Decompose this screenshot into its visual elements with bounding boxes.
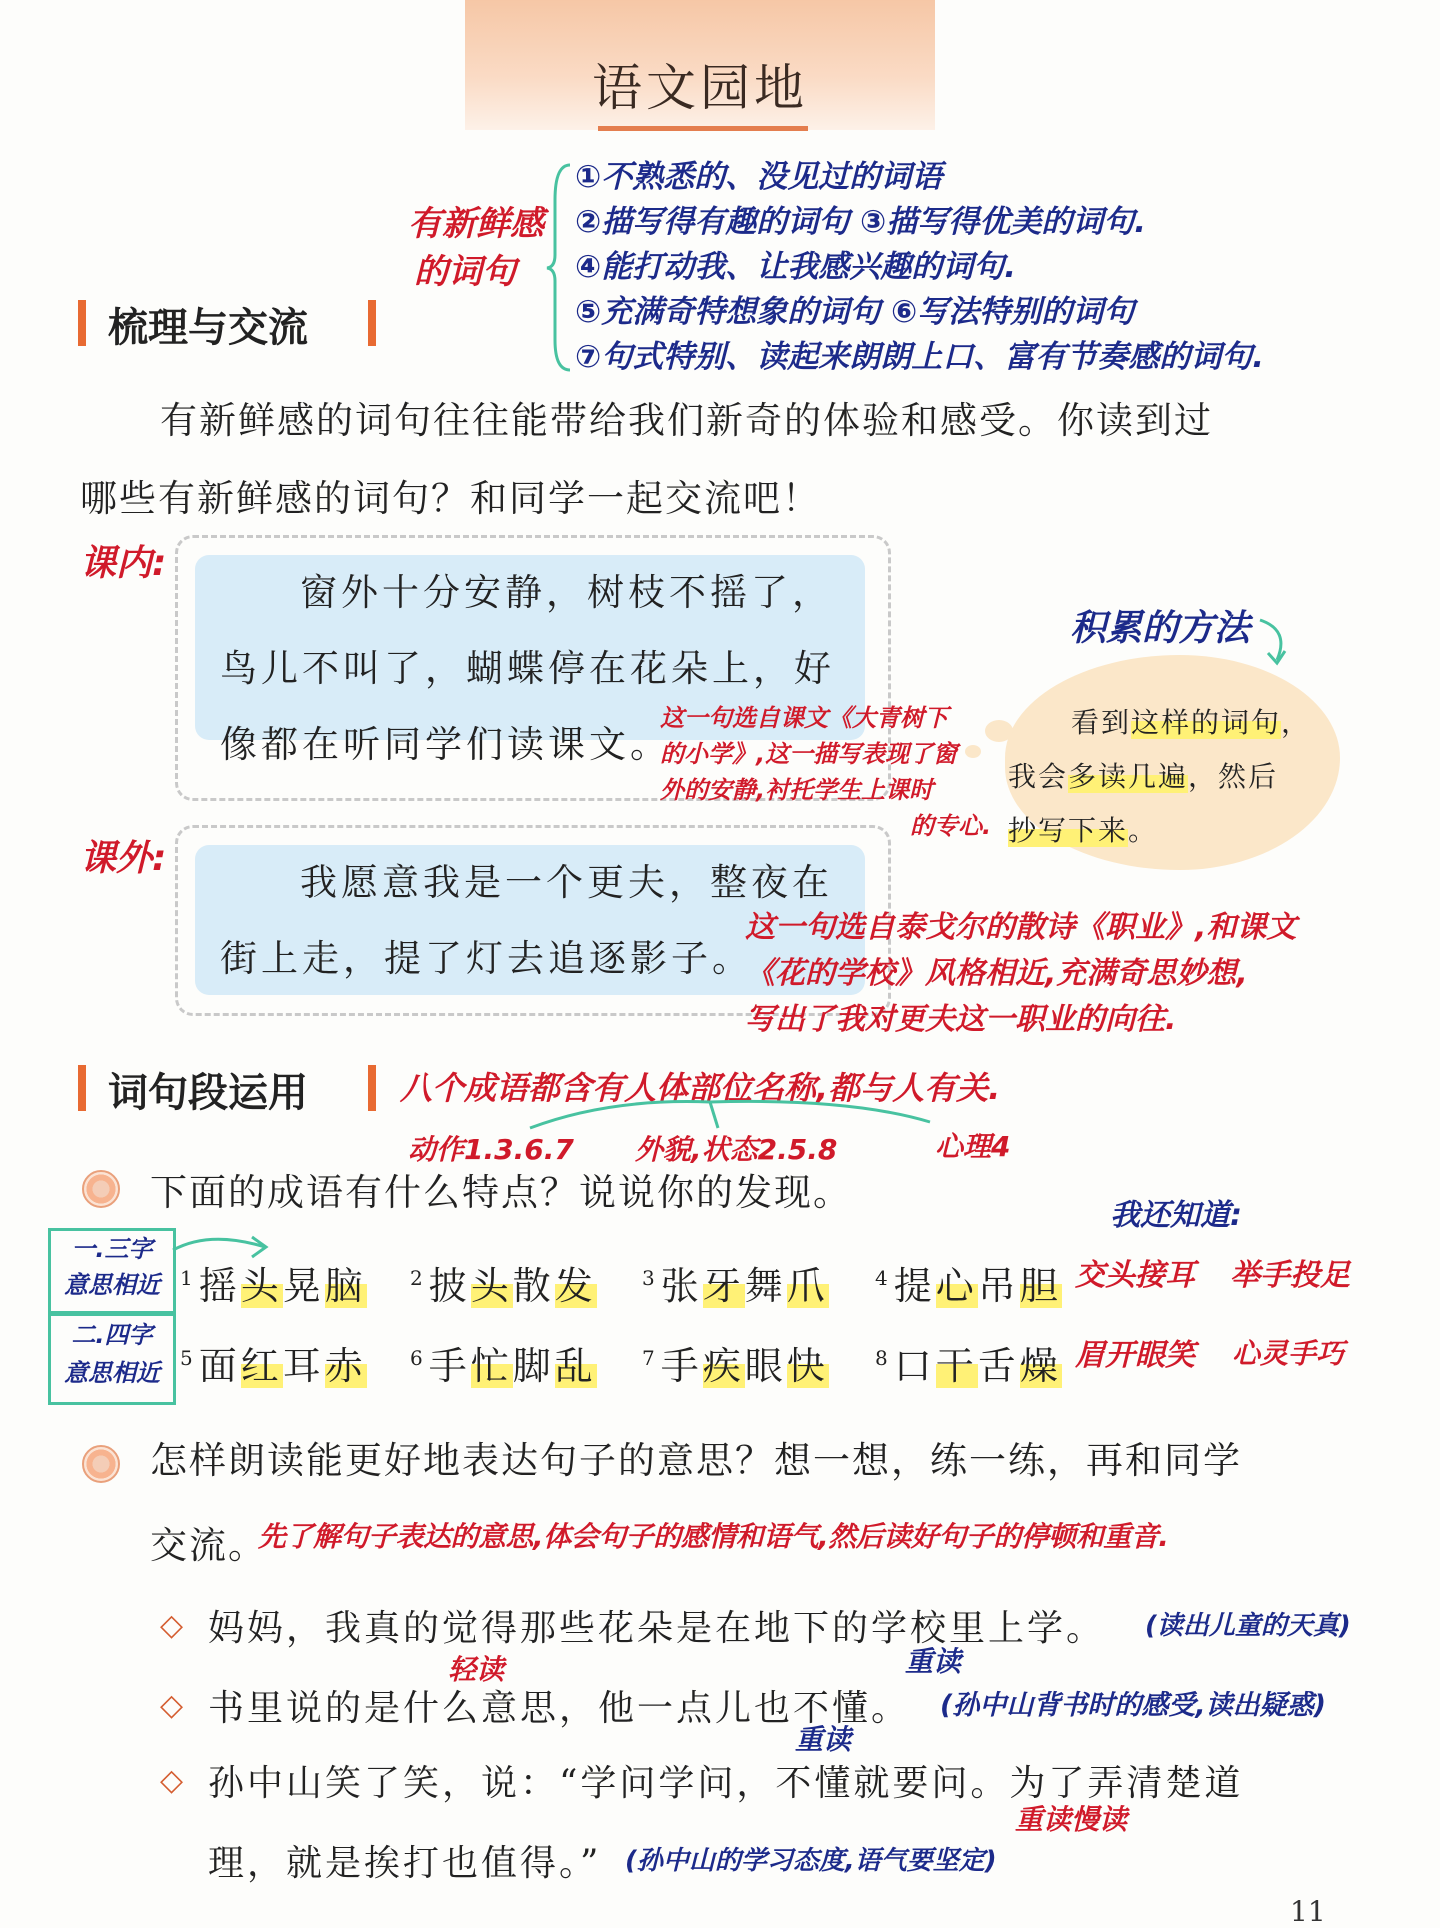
- section-bar: [78, 300, 86, 346]
- mark-stress: 重读: [905, 1645, 962, 1678]
- extra-idiom: 眉开眼笑: [1075, 1338, 1195, 1373]
- bubble-highlight: 多读几遍: [1068, 760, 1189, 793]
- note-line: 这一句选自泰戈尔的散诗《职业》,和课文: [745, 910, 1297, 945]
- note-card-1: [660, 700, 991, 844]
- diamond-icon: ◇: [160, 1688, 184, 1723]
- mark-light: 轻读: [448, 1653, 505, 1686]
- page-number: 11: [1290, 1895, 1326, 1928]
- card-1-line: 窗外十分安静，树枝不摇了，: [300, 571, 833, 614]
- idiom: $^3$张牙舞爪: [642, 1264, 829, 1308]
- question-2-line-2: 交流。: [150, 1524, 267, 1567]
- note-line: 外的安静,衬托学生上课时: [660, 776, 934, 804]
- section-title-1: 梳理与交流: [108, 305, 308, 351]
- side-label-1: [48, 1228, 176, 1314]
- idiom: $^7$手疾眼快: [642, 1344, 829, 1388]
- question-2-line-1: 怎样朗读能更好地表达句子的意思？想一想，练一练，再和同学: [150, 1439, 1242, 1482]
- extra-idiom: 心灵手巧: [1232, 1337, 1345, 1370]
- side-label-line: 一.三字: [71, 1235, 153, 1263]
- category-action: 动作1.3.6.7: [408, 1133, 574, 1166]
- bullet-icon: [82, 1170, 120, 1208]
- note-brace: [545, 160, 575, 375]
- note-item: ⑤充满奇特想象的词句 ⑥写法特别的词句: [575, 294, 1135, 330]
- sentence-1-note: (读出儿童的天真): [1145, 1611, 1351, 1641]
- idiom: $^5$面红耳赤: [180, 1344, 367, 1388]
- method-title: 积累的方法: [1070, 608, 1251, 649]
- sentence-4: 理，就是挨打也值得。”: [208, 1843, 602, 1884]
- side-label-line: 意思相近: [64, 1271, 160, 1299]
- card-1-line: 鸟儿不叫了，蝴蝶停在花朵上，好: [220, 647, 835, 690]
- bubble-highlight: 这样的词句: [1131, 706, 1282, 739]
- note-line: 的小学》,这一描写表现了窗: [660, 740, 958, 768]
- card-2-line: 街上走，提了灯去追逐影子。: [220, 937, 753, 980]
- question-1: 下面的成语有什么特点？说说你的发现。: [150, 1171, 852, 1214]
- side-label-line: 二.四字: [71, 1321, 153, 1349]
- card-1-line: 像都在听同学们读课文。: [220, 723, 671, 766]
- note-label-line: 有新鲜感: [408, 204, 544, 244]
- bubble-text: [1008, 696, 1338, 858]
- diamond-icon: ◇: [160, 1608, 184, 1643]
- note-item: ②描写得有趣的词句 ③描写得优美的词句.: [575, 204, 1147, 240]
- note-item: ⑦句式特别、读起来朗朗上口、富有节奏感的词句.: [575, 339, 1265, 375]
- also-know-label: 我还知道:: [1110, 1198, 1242, 1233]
- bubble-part: ，: [1281, 706, 1312, 739]
- sentence-1: 妈妈，我真的觉得那些花朵是在地下的学校里上学。: [208, 1608, 1106, 1649]
- section-title-2: 词句段运用: [108, 1070, 308, 1116]
- note-line: 《花的学校》风格相近,充满奇思妙想,: [745, 956, 1248, 991]
- note-item: ①不熟悉的、没见过的词语: [575, 159, 943, 195]
- diamond-icon: ◇: [160, 1763, 184, 1798]
- intro-line-1: 有新鲜感的词句往往能带给我们新奇的体验和感受。你读到过: [160, 399, 1213, 442]
- bubble-part: ，然后: [1188, 760, 1279, 793]
- note-line: 的专心.: [910, 812, 992, 840]
- side-label-2: [48, 1313, 176, 1405]
- sentence-2-note: (孙中山背书时的感受,读出疑惑): [940, 1690, 1326, 1721]
- sentence-3: 孙中山笑了笑，说：“学问学问，不懂就要问。为了弄清楚道: [208, 1763, 1244, 1804]
- note-header-2: 八个成语都含有人体部位名称,都与人有关.: [400, 1069, 1001, 1107]
- note-label-line: 的词句: [414, 252, 516, 292]
- note-card-2: [745, 905, 1296, 1043]
- category-appearance: 外貌,状态2.5.8: [635, 1133, 838, 1166]
- category-mind: 心理4: [935, 1130, 1011, 1163]
- extra-idiom: 交头接耳: [1075, 1258, 1195, 1293]
- bubble-part: 看到: [1071, 706, 1132, 739]
- idiom: $^6$手忙脚乱: [410, 1344, 597, 1388]
- title-underline: [598, 126, 808, 131]
- sentence-4-note: (孙中山的学习态度,语气要坚定): [625, 1846, 997, 1876]
- question-2-note: 先了解句子表达的意思,体会句子的感情和语气,然后读好句子的停顿和重音.: [258, 1520, 1169, 1553]
- bubble-highlight: 抄写下来: [1008, 814, 1129, 847]
- note-line: 写出了我对更夫这一职业的向往.: [745, 1002, 1177, 1037]
- idiom: $^8$口干舌燥: [875, 1344, 1062, 1388]
- mark-stress-slow: 重读慢读: [1015, 1803, 1128, 1836]
- intro-line-2: 哪些有新鲜感的词句？和同学一起交流吧！: [80, 477, 821, 520]
- note-list: [575, 155, 1264, 380]
- idiom: $^1$摇头晃脑: [180, 1264, 367, 1308]
- idiom: $^4$提心吊胆: [875, 1264, 1062, 1308]
- extra-idiom: 举手投足: [1230, 1258, 1350, 1293]
- page-title: 语文园地: [592, 59, 808, 117]
- mark-stress: 重读: [795, 1723, 852, 1756]
- note-line: 这一句选自课文《大青树下: [660, 704, 948, 732]
- card-2-line: 我愿意我是一个更夫，整夜在: [300, 861, 833, 904]
- idiom: $^2$披头散发: [410, 1264, 597, 1308]
- sentence-2: 书里说的是什么意思，他一点儿也不懂。: [208, 1688, 911, 1729]
- label-in-class: 课内:: [80, 543, 167, 584]
- bubble-part: 。: [1128, 814, 1159, 847]
- section-bar: [368, 1065, 376, 1111]
- bullet-icon: [82, 1445, 120, 1483]
- note-item: ④能打动我、让我感兴趣的词句.: [575, 249, 1017, 285]
- method-arrow-icon: [1255, 615, 1295, 670]
- side-label-line: 意思相近: [64, 1359, 160, 1387]
- note-label: [408, 200, 544, 296]
- bubble-part: 我会: [1008, 760, 1069, 793]
- section-bar: [368, 300, 376, 346]
- label-out-class: 课外:: [80, 838, 167, 879]
- section-bar: [78, 1065, 86, 1111]
